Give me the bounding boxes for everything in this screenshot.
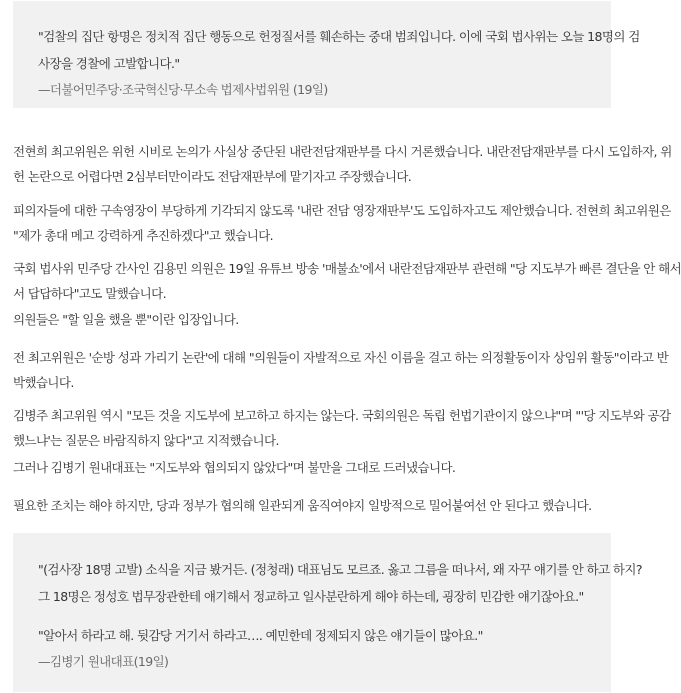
article-paragraph bbox=[13, 256, 681, 306]
paragraph-line: 피의자들에 대한 구속영장이 부당하게 기각되지 않도록 '내란 전담 영장재판부'도 도입하자고도 제안했습니다. 전현희 최고위원은 bbox=[13, 203, 671, 218]
quote-line: 사장을 경찰에 고발합니다." bbox=[38, 56, 180, 71]
paragraph-line: 서 답답하다"고도 말했습니다. bbox=[13, 286, 166, 301]
quote-box-bottom bbox=[13, 533, 642, 692]
quote-line: "알아서 하라고 해. 뒷감당 거기서 하라고…. 예민한데 정제되지 않은 얘기들이 많아요." bbox=[38, 628, 483, 643]
paragraph-line: 전현희 최고위원은 위헌 시비로 논의가 사실상 중단된 내란전담재판부를 다시 거론했습니다. 내란전담재판부를 다시 도입하자, 위 bbox=[13, 144, 672, 159]
quote-line: 그 18명은 정성호 법무장관한테 얘기해서 정교하고 일사분란하게 해야 하는데, 굉장히 민감한 얘기잖아요." bbox=[38, 589, 584, 604]
article-paragraph bbox=[13, 493, 613, 518]
quote-box-top bbox=[13, 1, 640, 108]
article-paragraph bbox=[13, 198, 671, 248]
paragraph-line: 필요한 조치는 해야 하지만, 당과 정부가 협의해 일관되게 움직여야지 일방적으로 밀어붙여선 안 된다고 했습니다. bbox=[13, 498, 592, 513]
paragraph-line: 그러나 김병기 원내대표는 "지도부와 협의되지 않았다"며 불만을 그대로 드러냈습니다. bbox=[13, 460, 456, 475]
paragraph-line: 했느냐'는 질문은 바람직하지 않다"고 지적했습니다. bbox=[13, 433, 279, 448]
paragraph-line: 박했습니다. bbox=[13, 375, 74, 390]
article-paragraph bbox=[13, 307, 613, 332]
quote-spacer bbox=[38, 610, 591, 622]
paragraph-line: 헌 논란으로 어렵다면 2심부터만이라도 전담재판부에 맡기자고 주장했습니다. bbox=[13, 169, 412, 184]
quote-attribution: —김병기 원내대표(19일) bbox=[38, 654, 169, 669]
quote-line: "검찰의 집단 항명은 정치적 집단 행동으로 헌정질서를 훼손하는 중대 범죄입니다. 이에 국회 법사위는 오늘 18명의 검 bbox=[38, 29, 640, 44]
article-paragraph bbox=[13, 139, 672, 189]
article-paragraph bbox=[13, 403, 671, 453]
quote-line: "(검사장 18명 고발) 소식을 지금 봤거든. (정청래) 대표님도 모르죠. 옳고 그름을 떠나서, 왜 자꾸 얘기를 안 하고 하지? bbox=[38, 562, 642, 577]
paragraph-line: 전 최고위원은 '순방 성과 가리기 논란'에 대해 "의원들이 자발적으로 자신 이름을 걸고 하는 의정활동이자 상임위 활동"이라고 반 bbox=[13, 350, 669, 365]
article-paragraph bbox=[13, 345, 669, 395]
paragraph-line: 국회 법사위 민주당 간사인 김용민 의원은 19일 유튜브 방송 '매불쇼'에서 내란전담재판부 관련해 "당 지도부가 빠른 결단을 안 해서 bbox=[13, 261, 681, 276]
article-paragraph bbox=[13, 455, 613, 480]
quote-attribution: —더불어민주당·조국혁신당·무소속 법제사법위원 (19일) bbox=[38, 82, 328, 97]
paragraph-line: 김병주 최고위원 역시 "모든 것을 지도부에 보고하고 하지는 않는다. 국회의원은 독립 헌법기관이지 않으냐"며 "'당 지도부와 공감 bbox=[13, 408, 671, 423]
paragraph-line: "제가 총대 메고 강력하게 추진하겠다"고 했습니다. bbox=[13, 228, 274, 243]
paragraph-line: 의원들은 "할 일을 했을 뿐"이란 입장입니다. bbox=[13, 312, 239, 327]
